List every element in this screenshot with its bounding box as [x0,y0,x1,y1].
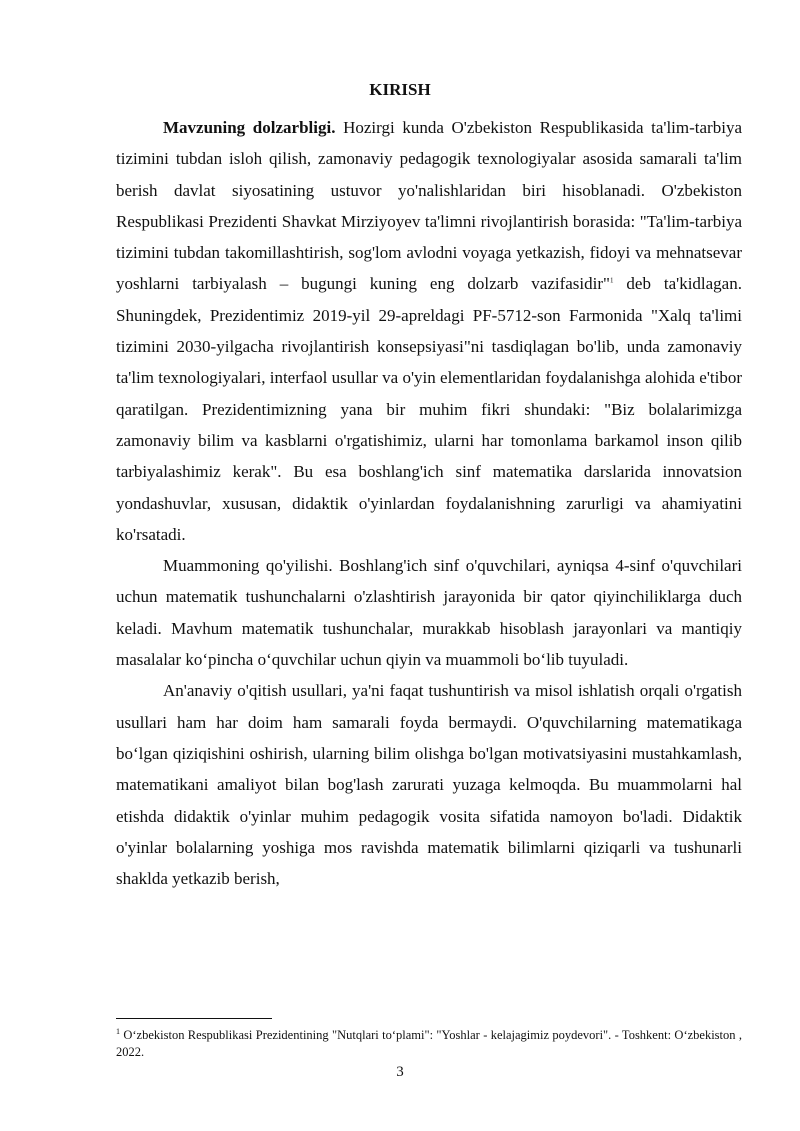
paragraph-text: deb ta'kidlagan. Shuningdek, Prezidentimiz 2019-yil 29-apreldagi PF-5712-son Farmonida "Xalq ta'limi tizimini 2030-yilgacha rivojlantirish konsepsiyasi"ni tasdiqlagan bo'lib, unda zamonaviy ta'lim texnologiyalari, interfaol usullar va o'yin elementlaridan foydalanishga alohida e'tibor qaratilgan. Prezidentimizning yana bir muhim fikri shundaki: "Biz bolalarimizga zamonaviy bilim va kasblarni o'rgatishimiz, ularni har tomonlama barkamol inson qilib tarbiyalashimiz kerak". Bu esa boshlang'ich sinf matematika darslarida innovatsion yondashuvlar, xususan, didaktik o'yinlardan foydalanishning zarurligi va ahamiyatini ko'rsatadi. [116,274,742,544]
section-heading: KIRISH [369,80,431,99]
footnote-divider [116,1018,272,1019]
paragraph-problem: Muammoning qo'yilishi. Boshlang'ich sinf o'quvchilari, ayniqsa 4-sinf o'quvchilari uchun matematik tushunchalarni o'zlashtirish jarayonida bir qator qiyinchiliklarga duch keladi. Mavhum matematik tushunchalar, murakkab hisoblash jarayonlari va mantiqiy masalalar ko‘pincha o‘quvchilar uchun qiyin va muammoli bo‘lib tuyuladi. [116,556,742,670]
paragraph-relevance [116,112,742,550]
paragraph-methods: An'anaviy o'qitish usullari, ya'ni faqat tushuntirish va misol ishlatish orqali o'rgatish usullari ham har doim ham samarali foyda bermaydi. O'quvchilarning matematikaga bo‘lgan qiziqishini oshirish, ularning bilim olishga bo'lgan motivatsiyasini mustahkamlash, matematikani amaliyot bilan bog'lash zarurati yuzaga kelmoqda. Bu muammolarni hal etishda didaktik o'yinlar muhim pedagogik vosita sifatida namoyon bo'ladi. Didaktik o'yinlar bolalarning yoshiga mos ravishda matematik bilimlarni qiziqarli va tushunarli shaklda yetkazib berish, [116,681,742,889]
footnote-text: O‘zbekiston Respublikasi Prezidentining "Nutqlari to‘plami": "Yoshlar - kelajagimiz poydevori". - Toshkent: O‘zbekiston , 2022. [116,1028,742,1060]
page-number: 3 [396,1064,404,1080]
footnote-marker: 1 [116,1027,120,1036]
paragraph-lead: Mavzuning dolzarbligi. [163,118,336,137]
footnote [116,1023,742,1061]
paragraph-text: Hozirgi kunda O'zbekiston Respublikasida ta'lim-tarbiya tizimini tubdan isloh qilish, zamonaviy pedagogik texnologiyalar asosida samarali ta'lim berish davlat siyosatining ustuvor yo'nalishlaridan biri hisoblanadi. O'zbekiston Respublikasi Prezidenti Shavkat Mirziyoyev ta'limni rivojlantirish borasida: "Ta'lim-tarbiya tizimini tubdan takomillashtirish, sog'lom avlodni voyaga yetkazish, fidoyi va mehnatsevar yoshlarni tarbiyalash – bugungi kuning eng dolzarb vazifasidir" [116,118,742,294]
body-text [116,112,742,894]
footnote-reference[interactable]: 1 [609,276,614,285]
